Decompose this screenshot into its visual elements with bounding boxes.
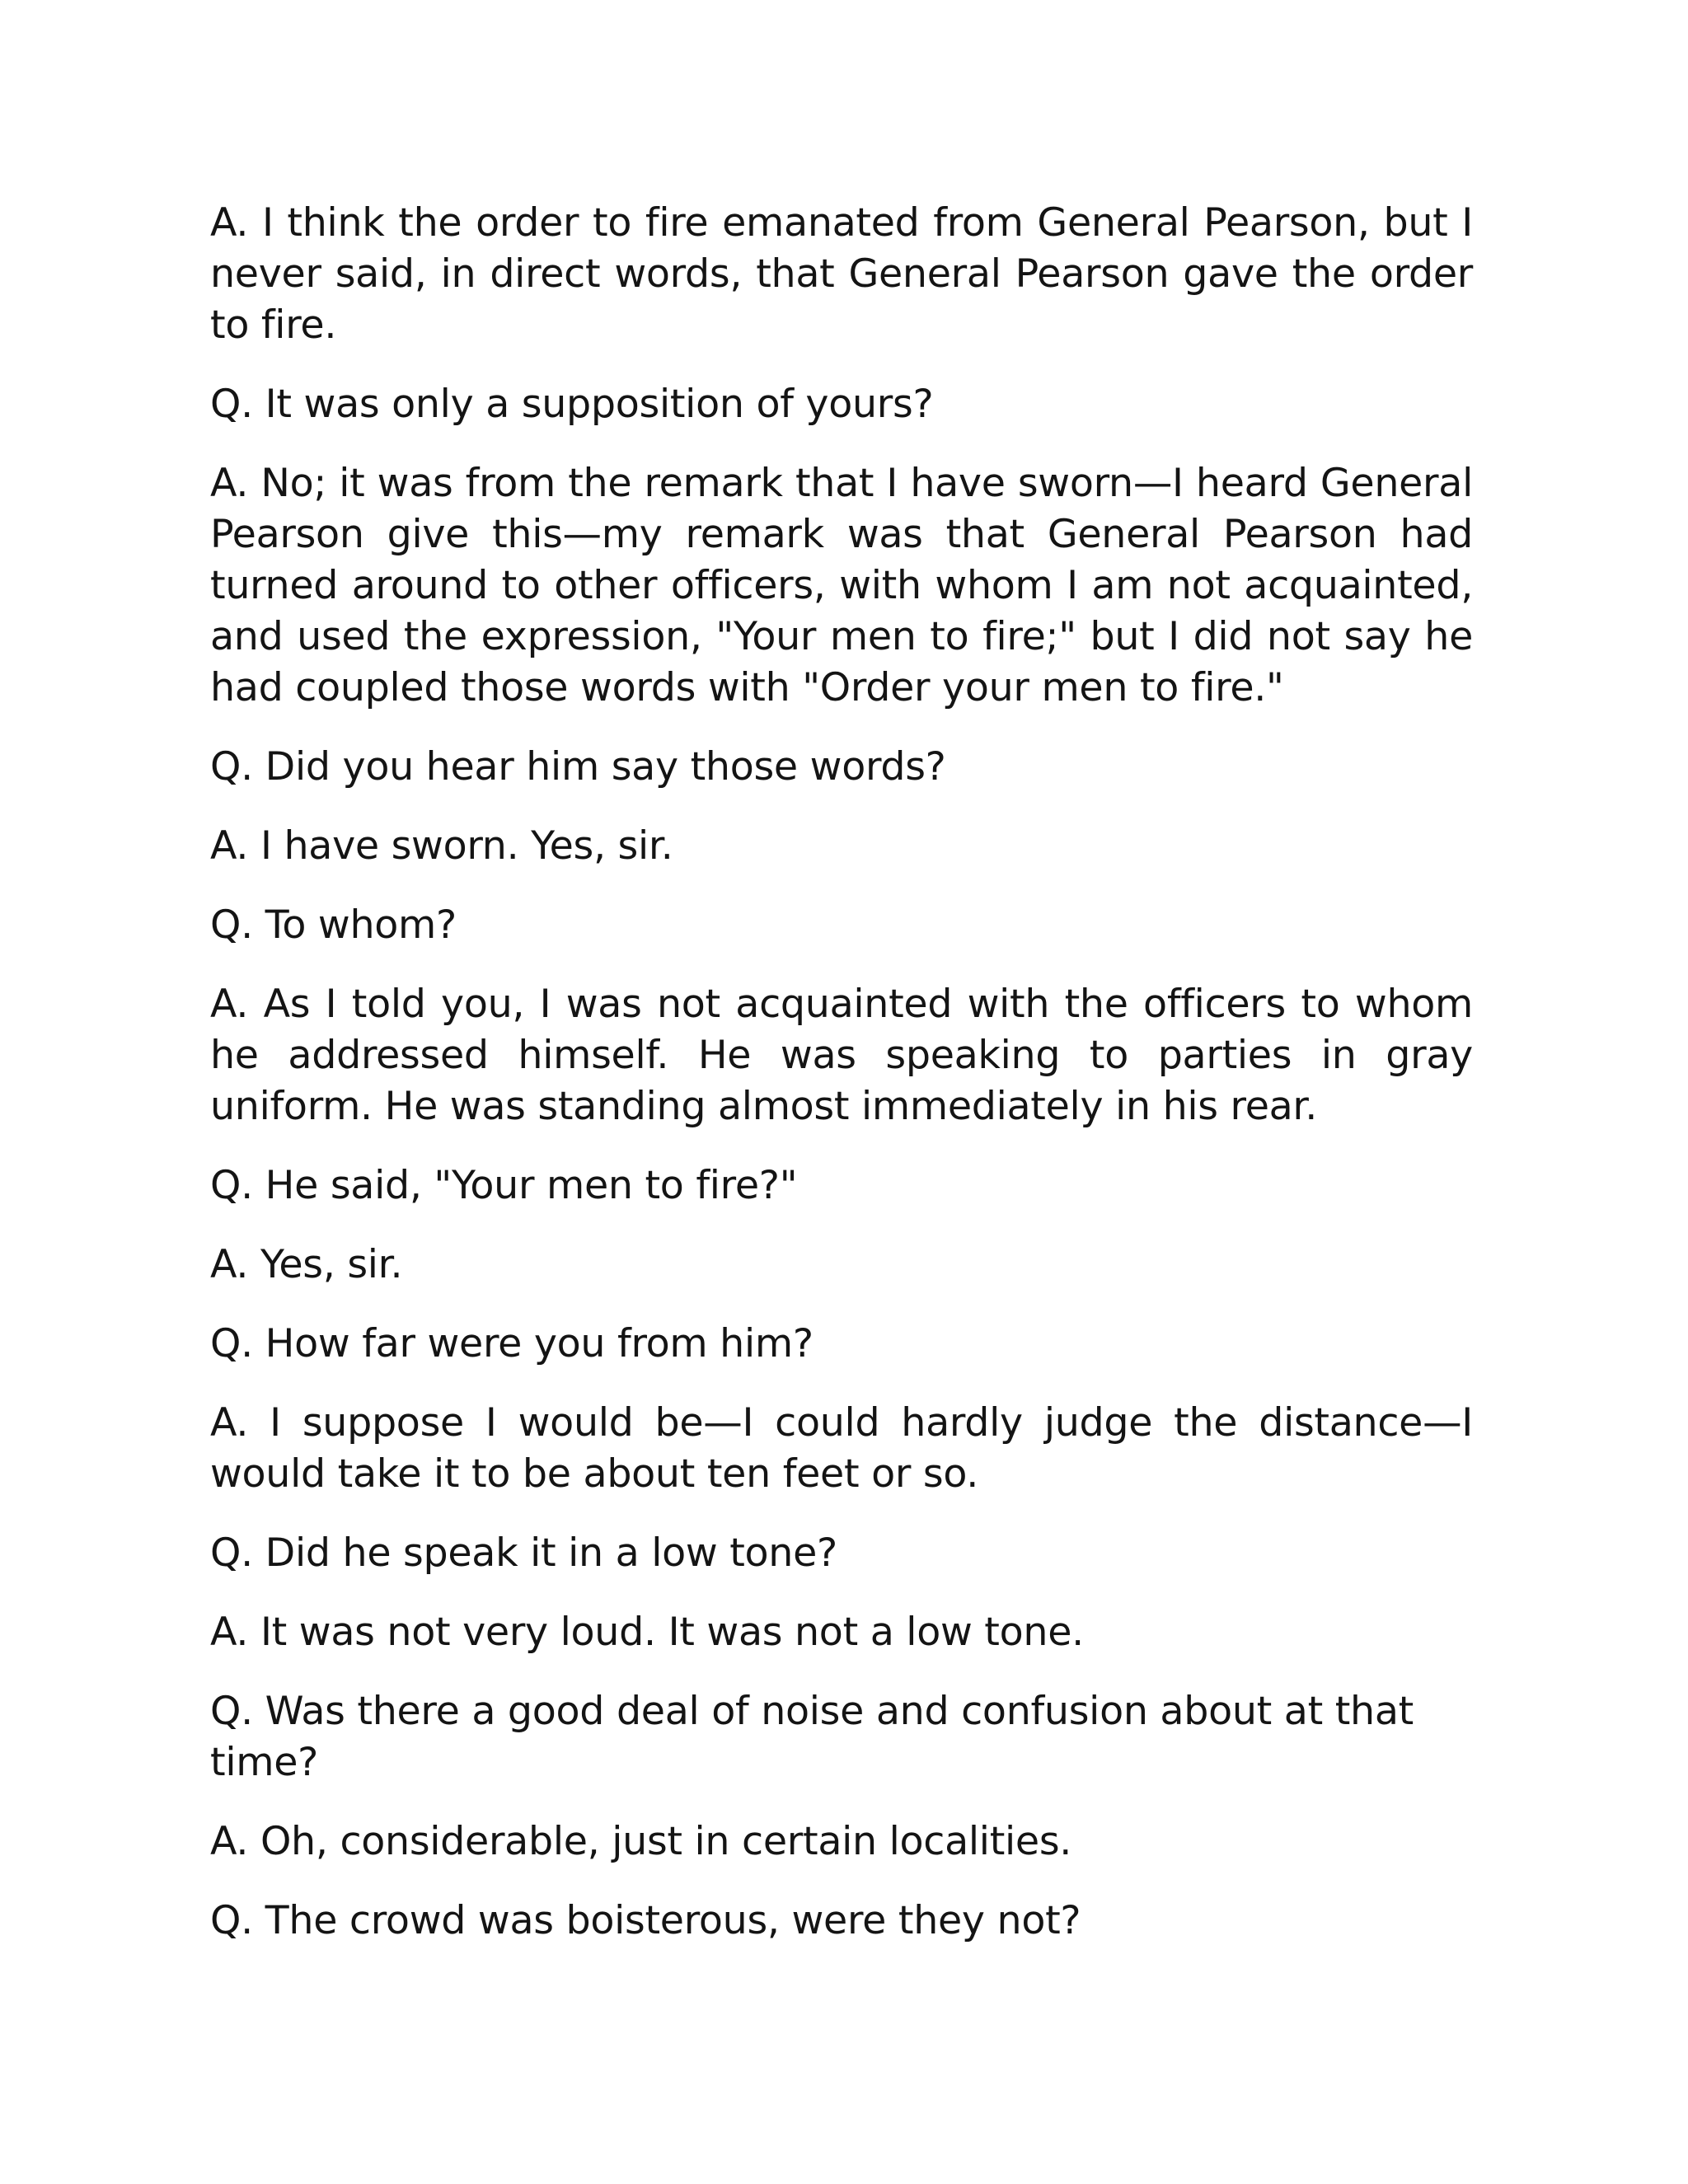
question-paragraph: Q. How far were you from him? bbox=[210, 1321, 814, 1366]
question-paragraph: Q. To whom? bbox=[210, 902, 457, 948]
answer-paragraph: A. As I told you, I was not acquainted with the officers to whom he addressed himself. He was speaking to parties in gray uniform. He was standing almost immediately in his rear. bbox=[210, 982, 1473, 1129]
answer-paragraph: A. It was not very loud. It was not a low tone. bbox=[210, 1610, 1084, 1655]
question-paragraph: Q. Did you hear him say those words? bbox=[210, 744, 946, 790]
question-paragraph: Q. It was only a supposition of yours? bbox=[210, 382, 934, 427]
question-paragraph: Q. He said, "Your men to fire?" bbox=[210, 1163, 798, 1208]
document-page bbox=[210, 198, 1473, 1975]
answer-paragraph: A. I have sworn. Yes, sir. bbox=[210, 823, 673, 869]
question-paragraph: Q. Was there a good deal of noise and confusion about at that time? bbox=[210, 1689, 1414, 1785]
answer-paragraph: A. I think the order to fire emanated from General Pearson, but I never said, in direct words, that General Pearson gave the order to fire. bbox=[210, 200, 1473, 348]
answer-paragraph: A. Yes, sir. bbox=[210, 1242, 403, 1287]
question-paragraph: Q. Did he speak it in a low tone? bbox=[210, 1530, 837, 1576]
answer-paragraph: A. I suppose I would be—I could hardly judge the distance—I would take it to be about ten feet or so. bbox=[210, 1400, 1473, 1497]
answer-paragraph: A. No; it was from the remark that I have sworn—I heard General Pearson give this—my remark was that General Pearson had turned around to other officers, with whom I am not acquainted, and used the expression, "Your men to fire;" but I did not say he had coupled those words with "Order your men to fire." bbox=[210, 461, 1473, 710]
answer-paragraph: A. Oh, considerable, just in certain localities. bbox=[210, 1819, 1072, 1864]
question-paragraph: Q. The crowd was boisterous, were they not? bbox=[210, 1898, 1081, 1943]
